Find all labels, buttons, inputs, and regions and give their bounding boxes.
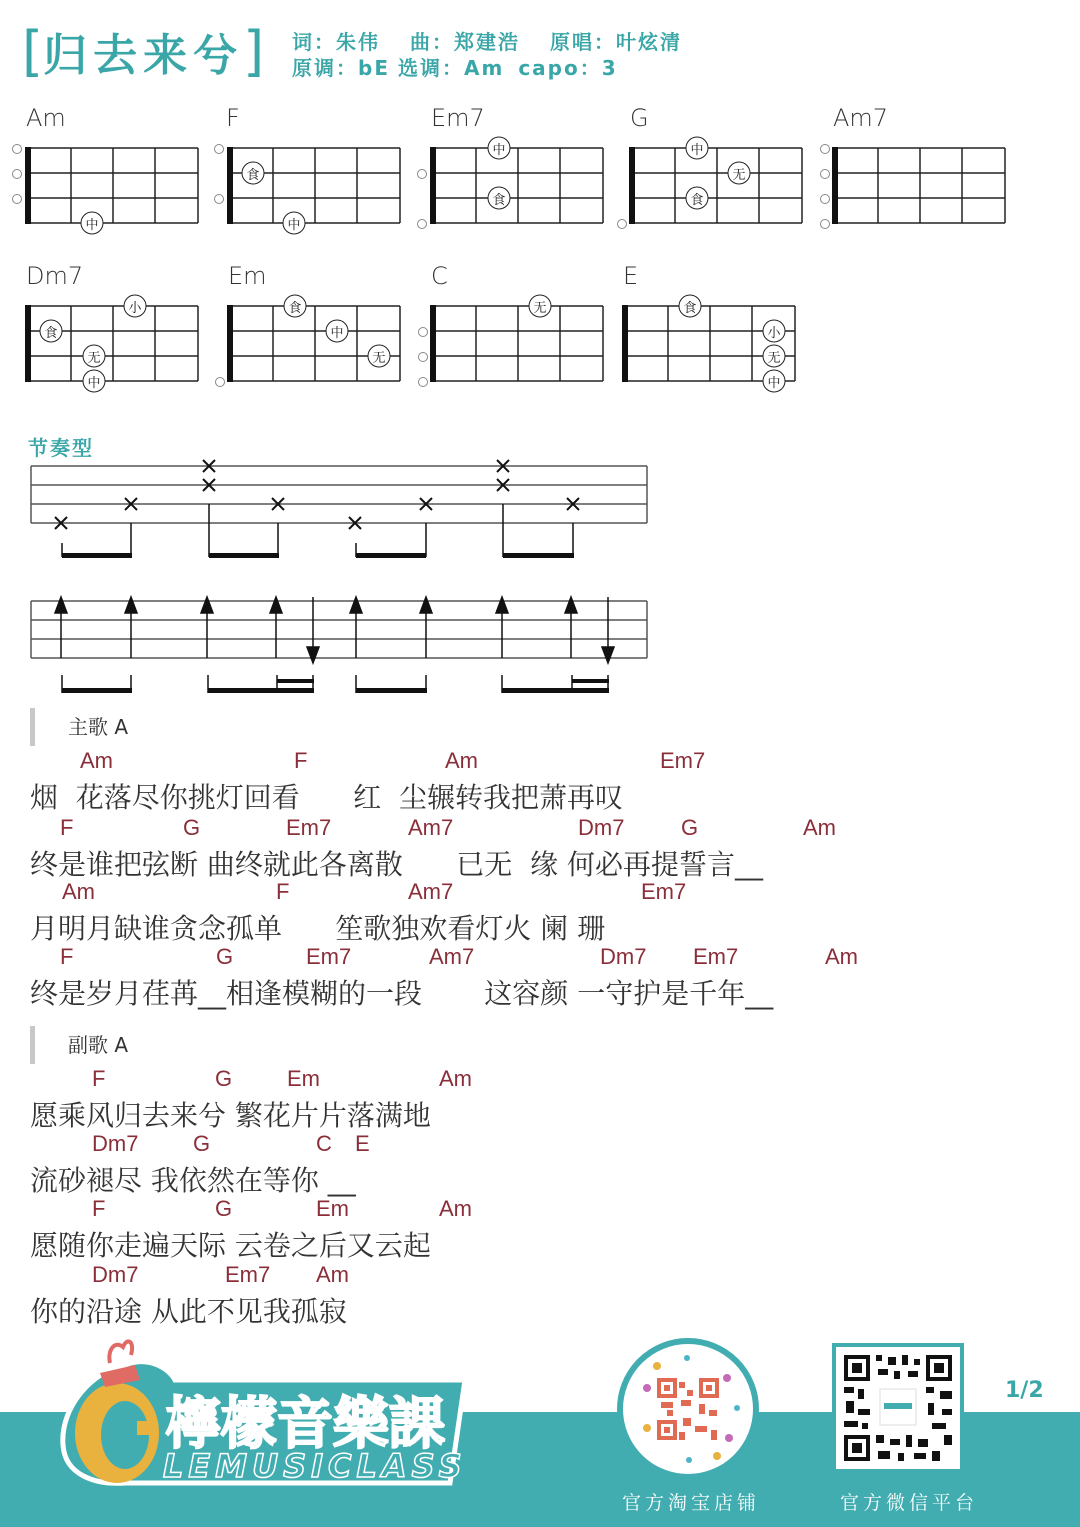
chord-label: G (183, 815, 201, 840)
chord-name: E (623, 262, 639, 290)
chord-diagram-f (210, 104, 410, 244)
bracket-open: [ (22, 20, 44, 83)
fretboard-icon (210, 262, 410, 397)
svg-text:中: 中 (767, 376, 781, 391)
chord-label: Am7 (429, 944, 475, 969)
credits-line (292, 30, 712, 54)
fretboard-icon (612, 104, 812, 239)
rhythm-pattern-label: 节奏型 (28, 436, 94, 460)
chord-label: Dm7 (92, 1131, 139, 1156)
chord-name: Am (26, 104, 66, 132)
svg-text:LEMUSICLASS: LEMUSICLASS (163, 1447, 467, 1485)
chord-label: Am (439, 1066, 472, 1091)
svg-text:中: 中 (85, 218, 99, 233)
strumming-pattern-staff (0, 595, 680, 700)
chord-label: F (60, 944, 74, 969)
strum-arrows (55, 597, 614, 663)
fretboard-icon (210, 104, 410, 239)
svg-text:无: 无 (767, 351, 781, 366)
svg-text:中: 中 (330, 326, 344, 341)
lyric-line (0, 815, 1080, 881)
chord-label: Am (316, 1262, 349, 1287)
svg-text:食: 食 (44, 326, 58, 341)
chord-name: Em (228, 262, 267, 290)
fretboard-icon (605, 262, 805, 397)
chord-label: Am (803, 815, 836, 840)
key-line (292, 56, 648, 80)
chord-diagram-dm7 (8, 262, 208, 402)
chord-label: Am (825, 944, 858, 969)
chord-diagram-c (413, 262, 613, 402)
chord-label: G (193, 1131, 211, 1156)
chord-label: G (215, 1066, 233, 1091)
chord-label: Am (80, 748, 113, 773)
chord-diagram-em (210, 262, 410, 402)
svg-text:食: 食 (683, 301, 697, 316)
chord-row (0, 1066, 1080, 1092)
chord-diagram-am7 (815, 104, 1015, 244)
title-text: 归去来兮 (43, 30, 244, 81)
composer: 曲：郑建浩 (410, 30, 520, 54)
fretboard-icon (413, 104, 613, 239)
svg-text:食: 食 (288, 301, 302, 316)
chord-label: Dm7 (92, 1262, 139, 1287)
taobao-caption: 官方淘宝店铺 (622, 1492, 761, 1514)
chord-label: G (215, 1196, 233, 1221)
chord-label: E (355, 1131, 370, 1156)
lyric-text: 你的沿途 从此不见我孤寂 (30, 1295, 347, 1328)
svg-text:无: 无 (732, 168, 746, 183)
chord-label: Em7 (286, 815, 332, 840)
lyric-line (0, 1131, 1080, 1197)
chord-label: Dm7 (600, 944, 647, 969)
lyricist: 词：朱伟 (292, 30, 380, 54)
chord-row (0, 1196, 1080, 1222)
lemusiclass-logo (55, 1325, 475, 1490)
chord-row (0, 1262, 1080, 1288)
svg-text:中: 中 (87, 376, 101, 391)
chord-name: G (630, 104, 649, 132)
chord-label: G (681, 815, 699, 840)
chord-diagram-am (8, 104, 208, 244)
lyric-line (0, 1066, 1080, 1132)
svg-text:檸檬音樂課: 檸檬音樂課 (165, 1392, 445, 1457)
chord-label: Em (316, 1196, 349, 1221)
chord-label: Dm7 (578, 815, 625, 840)
chord-label: Am (62, 879, 95, 904)
chord-label: F (276, 879, 290, 904)
taobao-qr-code[interactable] (617, 1338, 759, 1480)
svg-text:食: 食 (246, 168, 260, 183)
selected-key: 选调：Am (397, 56, 505, 80)
svg-text:无: 无 (533, 301, 547, 316)
original-singer: 原唱：叶炫清 (550, 30, 682, 54)
chord-label: Em (287, 1066, 320, 1091)
fretboard-icon (815, 104, 1015, 239)
wechat-qr-code[interactable] (832, 1343, 964, 1473)
svg-text:小: 小 (767, 326, 781, 341)
chord-label: Em7 (225, 1262, 271, 1287)
chord-label: Am (439, 1196, 472, 1221)
fretboard-icon (8, 262, 208, 397)
svg-text:中: 中 (287, 218, 301, 233)
original-key: 原调：bE (292, 56, 390, 80)
lyric-text: 流砂褪尽 我依然在等你 __ (30, 1164, 356, 1197)
chord-row (0, 944, 1080, 970)
lyric-text: 月明月缺谁贪念孤单 笙歌独欢看灯火 阑 珊 (30, 912, 606, 945)
fretboard-icon (8, 104, 208, 239)
lyric-text: 终是谁把弦断 曲终就此各离散 已无 缘 何必再提誓言__ (30, 848, 764, 881)
lyric-text: 终是岁月荏苒__相逢模糊的一段 这容颜 一守护是千年__ (30, 977, 774, 1010)
wechat-logo-icon (884, 1403, 912, 1409)
svg-text:无: 无 (87, 351, 101, 366)
chord-label: C (316, 1131, 332, 1156)
svg-text:食: 食 (492, 193, 506, 208)
section-label-chorus: 副歌 A (30, 1026, 128, 1064)
chord-row (0, 1131, 1080, 1157)
fretboard-icon (413, 262, 613, 397)
chord-diagram-em7 (413, 104, 613, 244)
capo: capo：3 (518, 56, 618, 80)
lyric-line (0, 944, 1080, 1010)
lyric-line (0, 879, 1080, 945)
page-number: 1/2 (1005, 1378, 1044, 1403)
chord-diagram-g (612, 104, 812, 244)
chord-name: Dm7 (26, 262, 84, 290)
chord-diagram-e (605, 262, 805, 402)
svg-text:小: 小 (128, 301, 142, 316)
chord-name: F (226, 104, 240, 132)
svg-text:食: 食 (690, 193, 704, 208)
svg-text:中: 中 (690, 143, 704, 158)
lyric-text: 烟 花落尽你挑灯回看 红 尘辗转我把萧再叹 (30, 781, 624, 814)
wechat-caption: 官方微信平台 (840, 1492, 979, 1514)
chord-label: F (294, 748, 308, 773)
chord-label: Em7 (660, 748, 706, 773)
bracket-close: ] (243, 20, 265, 83)
picking-pattern-staff (0, 455, 680, 565)
lyric-line (0, 748, 1080, 814)
chord-label: G (216, 944, 234, 969)
chord-name: C (431, 262, 448, 290)
chord-label: F (92, 1066, 106, 1091)
chord-label: Am (445, 748, 478, 773)
chord-label: F (92, 1196, 106, 1221)
chord-label: Em7 (641, 879, 687, 904)
lyric-text: 愿乘风归去来兮 繁花片片落满地 (30, 1099, 431, 1132)
chord-label: Am7 (408, 815, 454, 840)
section-label-verse: 主歌 A (30, 708, 128, 746)
lyric-line (0, 1262, 1080, 1328)
svg-text:无: 无 (372, 351, 386, 366)
chord-label: Am7 (408, 879, 454, 904)
lyric-line (0, 1196, 1080, 1262)
chord-label: Em7 (306, 944, 352, 969)
song-title (22, 22, 264, 86)
chord-row (0, 815, 1080, 841)
chord-label: F (60, 815, 74, 840)
svg-text:中: 中 (492, 143, 506, 158)
pick-x-marks (55, 460, 579, 529)
lyric-text: 愿随你走遍天际 云卷之后又云起 (30, 1229, 431, 1262)
chord-label: Em7 (693, 944, 739, 969)
chord-row (0, 748, 1080, 774)
chord-name: Em7 (431, 104, 485, 132)
chord-row (0, 879, 1080, 905)
chord-name: Am7 (833, 104, 889, 132)
